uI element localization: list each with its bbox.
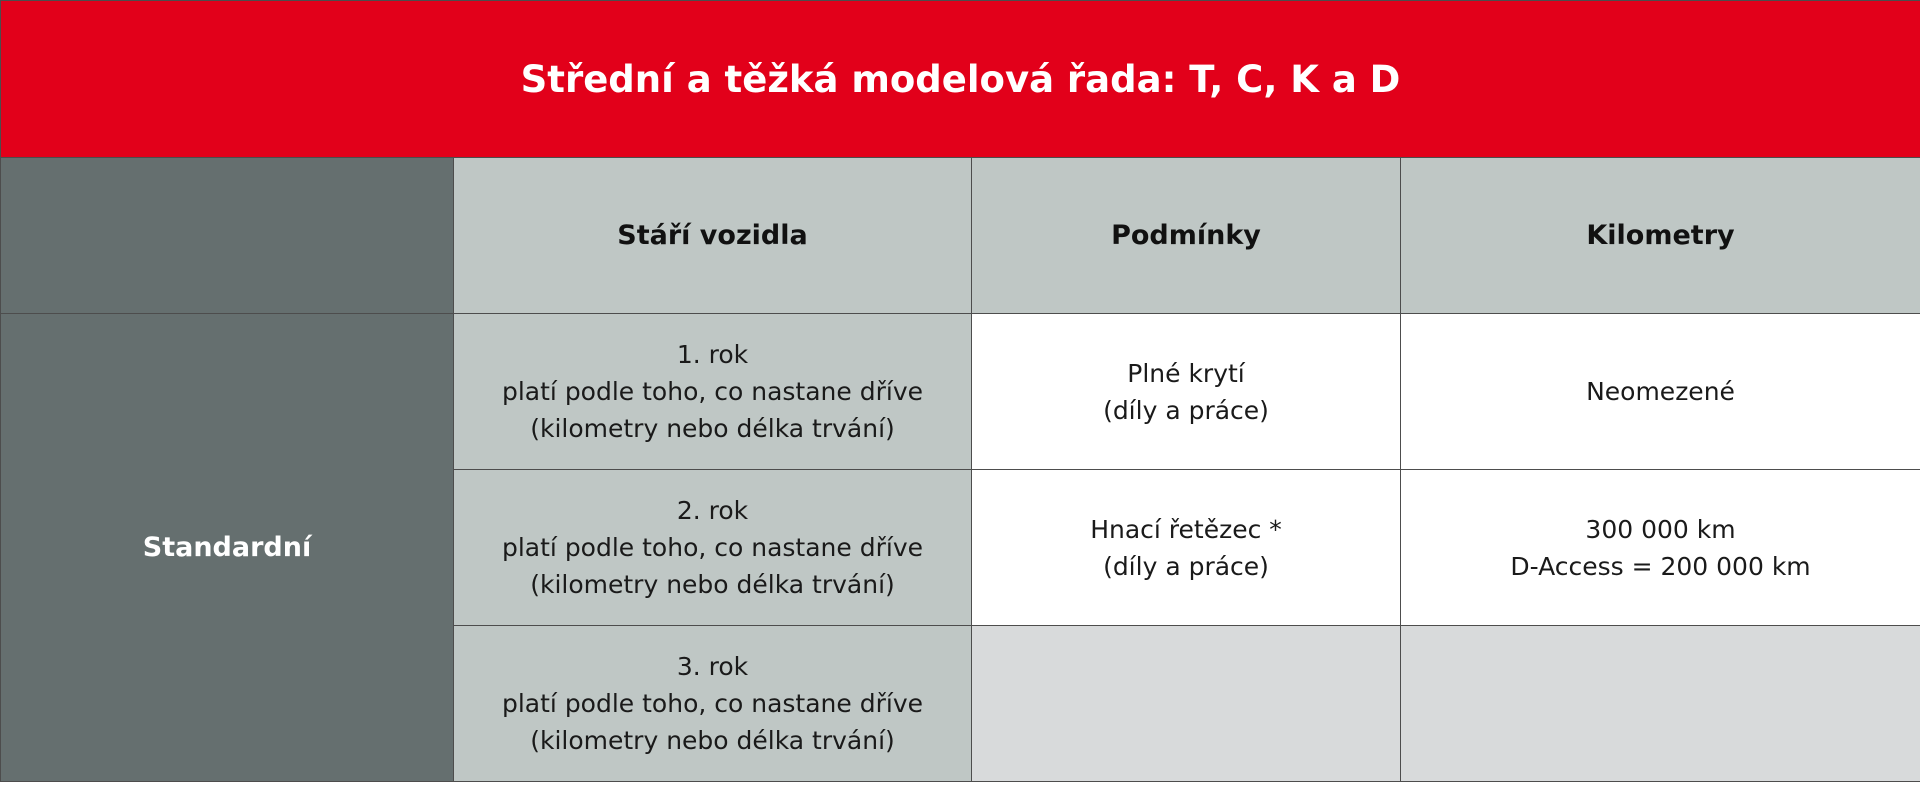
age-rule: platí podle toho, co nastane dříve: [501, 377, 923, 406]
row-label-standard: Standardní: [1, 314, 454, 782]
corner-cell: [1, 158, 454, 314]
header-row: [1, 158, 1920, 314]
table-row: [1, 314, 1920, 470]
age-note: (kilometry nebo délka trvání): [530, 570, 895, 599]
kilometers-text: 300 000 km: [1585, 514, 1736, 544]
conditions-note: (díly a práce): [1103, 395, 1269, 425]
age-note: (kilometry nebo délka trvání): [530, 726, 895, 755]
kilometers-cell-year-3: [1401, 626, 1920, 782]
kilometers-cell-year-2: [1401, 470, 1920, 626]
conditions-text: Plné krytí: [1127, 358, 1245, 388]
conditions-note: (díly a práce): [1103, 551, 1269, 581]
table-title: Střední a těžká modelová řada: T, C, K a D: [1, 1, 1920, 158]
kilometers-note: D-Access = 200 000 km: [1510, 551, 1811, 581]
conditions-cell-year-1: [972, 314, 1401, 470]
column-header-vehicle-age: Stáří vozidla: [454, 158, 972, 314]
age-rule: platí podle toho, co nastane dříve: [501, 689, 923, 718]
conditions-cell-year-2: [972, 470, 1401, 626]
kilometers-text: Neomezené: [1586, 377, 1735, 406]
age-year: 1. rok: [676, 340, 749, 369]
conditions-text: Hnací řetězec *: [1090, 514, 1282, 544]
age-cell-year-1: [454, 314, 972, 470]
column-header-kilometers: Kilometry: [1401, 158, 1920, 314]
age-cell-year-3: [454, 626, 972, 782]
column-header-conditions: Podmínky: [972, 158, 1401, 314]
kilometers-cell-year-1: [1401, 314, 1920, 470]
age-rule: platí podle toho, co nastane dříve: [501, 533, 923, 562]
conditions-cell-year-3: [972, 626, 1401, 782]
age-cell-year-2: [454, 470, 972, 626]
age-year: 2. rok: [676, 496, 749, 525]
age-year: 3. rok: [676, 652, 749, 681]
age-note: (kilometry nebo délka trvání): [530, 414, 895, 443]
title-row: [1, 1, 1920, 158]
